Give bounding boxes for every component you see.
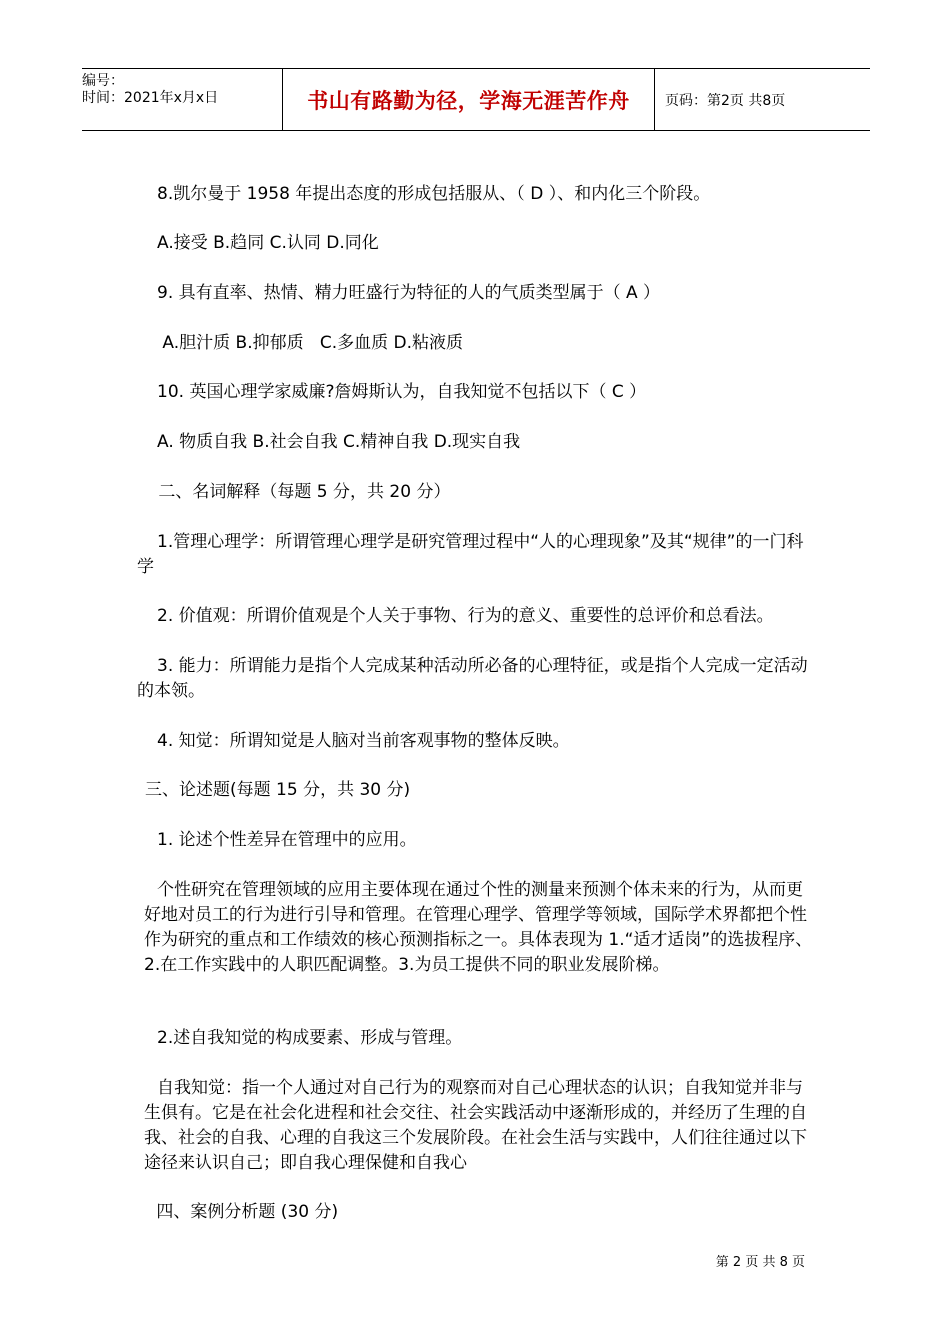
section-2-heading: 二、名词解释（每题 5 分，共 20 分）	[153, 482, 451, 502]
question-9: 9. 具有直率、热情、精力旺盛行为特征的人的气质类型属于（ A ）	[157, 283, 661, 303]
question-8: 8.凯尔曼于 1958 年提出态度的形成包括服从、（ D ）、和内化三个阶段。	[157, 184, 711, 204]
term-ability: 3. 能力：所谓能力是指个人完成某种活动所必备的心理特征，或是指个人完成一定活动的本领。	[137, 656, 808, 701]
essay-answer-1: 个性研究在管理领域的应用主要体现在通过个性的测量来预测个体未来的行为，从而更好地对员工的行为进行引导和管理。在管理心理学、管理学等领域，国际学术界都把个性作为研究的重点和工作绩效的核心预测指标之一。具体表现为 1.“适才适岗”的选拔程序、2.在工作实践中的人职匹配调整。3.为员工提供不同的职业发展阶梯。	[144, 880, 813, 975]
question-10-options: A. 物质自我 B.社会自我 C.精神自我 D.现实自我	[157, 432, 521, 452]
term-values: 2. 价值观：所谓价值观是个人关于事物、行为的意义、重要性的总评价和总看法。	[157, 606, 774, 626]
page-footer: 第 2 页 共 8 页	[715, 1255, 805, 1270]
term-management-psychology: 1.管理心理学：所谓管理心理学是研究管理过程中“人的心理现象”及其“规律”的一门科学	[137, 532, 804, 577]
serial-label: 编号：	[82, 73, 124, 89]
essay-answer-2: 自我知觉：指一个人通过对自己行为的观察而对自己心理状态的认识；自我知觉并非与生俱有。它是在社会化进程和社会交往、社会实践活动中逐渐形成的，并经历了生理的自我、社会的自我、心理的自我这三个发展阶段。在社会生活与实践中，人们往往通过以下途径来认识自己；即自我心理保健和自我心	[144, 1078, 807, 1173]
time-label: 时间：2021年x月x日	[82, 90, 219, 106]
essay-question-1: 1. 论述个性差异在管理中的应用。	[157, 830, 417, 850]
question-8-options: A.接受 B.趋同 C.认同 D.同化	[157, 233, 379, 253]
term-perception: 4. 知觉：所谓知觉是人脑对当前客观事物的整体反映。	[157, 731, 570, 751]
question-9-options: A.胆汁质 B.抑郁质 C.多血质 D.粘液质	[157, 333, 463, 353]
header-page-label: 页码：第2页 共8页	[665, 92, 786, 109]
page-header	[82, 68, 870, 131]
header-page-cell	[655, 69, 870, 130]
question-10: 10. 英国心理学家威廉?詹姆斯认为，自我知觉不包括以下（ C ）	[157, 382, 647, 402]
section-4-heading: 四、案例分析题 (30 分)	[151, 1202, 339, 1222]
essay-question-2: 2.述自我知觉的构成要素、形成与管理。	[157, 1028, 463, 1048]
header-motto-cell	[282, 69, 655, 130]
header-meta	[82, 69, 282, 130]
section-3-heading: 三、论述题(每题 15 分，共 30 分)	[145, 780, 411, 800]
header-motto: 书山有路勤为径，学海无涯苦作舟	[307, 88, 630, 113]
